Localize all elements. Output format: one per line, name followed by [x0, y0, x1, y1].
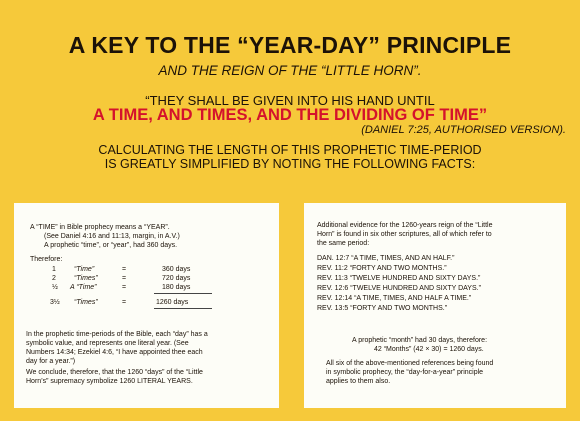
- row-term: “Time”: [74, 266, 95, 273]
- evidence-intro-line: the same period:: [317, 240, 370, 247]
- row-equals: =: [122, 299, 127, 306]
- scripture-reference: (DANIEL 7:25, AUTHORISED VERSION).: [361, 124, 566, 136]
- intro-line-2: (See Daniel 4:16 and 11:13, margin, in A.V.): [44, 233, 180, 240]
- subtitle: AND THE REIGN OF THE “LITTLE HORN”.: [158, 63, 422, 78]
- symbolic-para-line: Numbers 14:34; Ezekiel 4:6, “I have appointed thee each: [26, 349, 203, 356]
- row-equals: =: [122, 266, 127, 273]
- conclusion-line: Horn’s” supremacy symbolize 1260 LITERAL YEARS.: [26, 378, 193, 385]
- conclusion-line: We conclude, therefore, that the 1260 “days” of the “Little: [26, 369, 203, 376]
- evidence-intro-line: Additional evidence for the 1260-years reign of the “Little: [317, 222, 493, 229]
- scripture-ref: REV. 11:3 “TWELVE HUNDRED AND SIXTY DAYS.”: [317, 275, 481, 282]
- row-equals: =: [122, 284, 127, 291]
- calculation-line-2: IS GREATLY SIMPLIFIED BY NOTING THE FOLLOWING FACTS:: [104, 157, 476, 171]
- intro-line-3: A prophetic “time”, or “year”, had 360 days.: [44, 242, 178, 249]
- symbolic-para-line: day for a year.”): [26, 358, 76, 365]
- row-value: 1260 days: [156, 299, 189, 306]
- row-term: “Times”: [74, 275, 98, 282]
- intro-line-1: A “TIME” in Bible prophecy means a “YEAR”.: [30, 224, 170, 231]
- row-count: 2: [52, 275, 56, 282]
- scripture-ref: REV. 12:14 “A TIME, TIMES, AND HALF A TIME.”: [317, 295, 472, 302]
- month-calculation: 42 “Months” (42 × 30) = 1260 days.: [374, 346, 484, 353]
- row-term: “Times”: [74, 299, 98, 306]
- therefore-label: Therefore:: [30, 256, 63, 263]
- row-term: A “Time”: [70, 284, 97, 291]
- final-note-line: applies to them also.: [326, 378, 391, 385]
- sum-rule: [154, 293, 212, 294]
- total-rule: [154, 308, 212, 309]
- row-count: 1: [52, 266, 56, 273]
- quote-line-1: “THEY SHALL BE GIVEN INTO HIS HAND UNTIL: [145, 93, 435, 108]
- row-equals: =: [122, 275, 127, 282]
- final-note-line: in symbolic prophecy, the “day-for-a-year” principle: [326, 369, 484, 376]
- evidence-intro-line: Horn” is found in six other scriptures, all of which refer to: [317, 231, 492, 238]
- scripture-ref: REV. 13:5 “FORTY AND TWO MONTHS.”: [317, 305, 448, 312]
- row-value: 720 days: [162, 275, 191, 282]
- symbolic-para-line: In the prophetic time-periods of the Bible, each “day” has a: [26, 331, 208, 338]
- page-title: A KEY TO THE “YEAR-DAY” PRINCIPLE: [68, 32, 512, 58]
- scripture-ref: REV. 11:2 “FORTY AND TWO MONTHS.”: [317, 265, 447, 272]
- symbolic-para-line: symbolic value, and represents one literal year. (See: [26, 340, 189, 347]
- row-count: 3½: [50, 299, 60, 306]
- quote-line-2: A TIME, AND TIMES, AND THE DIVIDING OF TIME”: [92, 106, 488, 124]
- month-definition: A prophetic “month” had 30 days, therefore:: [352, 337, 488, 344]
- final-note-line: All six of the above-mentioned references being found: [326, 360, 494, 367]
- calculation-line-1: CALCULATING THE LENGTH OF THIS PROPHETIC TIME-PERIOD: [98, 143, 482, 157]
- row-count: ½: [52, 284, 58, 291]
- additional-evidence-box: [304, 203, 566, 408]
- row-value: 360 days: [162, 266, 191, 273]
- row-value: 180 days: [162, 284, 191, 291]
- scripture-ref: REV. 12:6 “TWELVE HUNDRED AND SIXTY DAYS.”: [317, 285, 481, 292]
- time-definition-box: [14, 203, 279, 408]
- scripture-ref: DAN. 12:7 “A TIME, TIMES, AND AN HALF.”: [317, 255, 455, 262]
